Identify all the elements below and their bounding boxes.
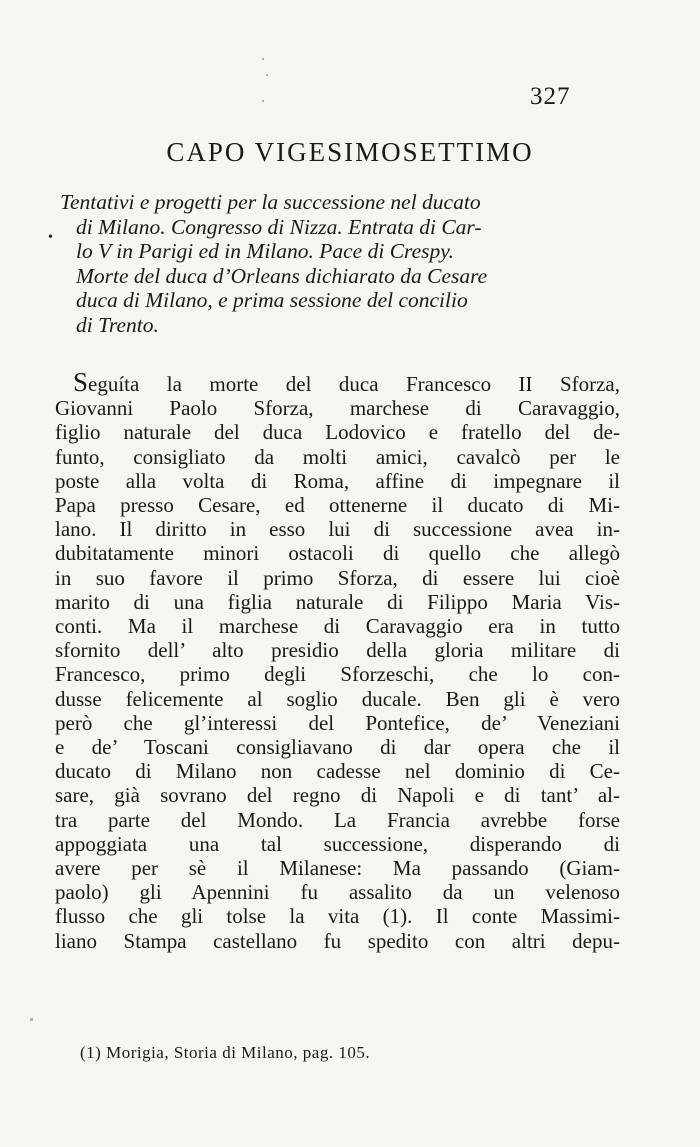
body-line: dubitatamente minori ostacoli di quello che allegò xyxy=(55,541,620,566)
body-line: ducato di Milano non cadesse nel dominio di Ce- xyxy=(55,759,620,784)
speck xyxy=(266,74,268,76)
body-line-text: eguíta la morte del duca Francesco II Sforza, xyxy=(88,372,620,396)
body-line: Papa presso Cesare, ed ottenerne il ducato di Mi- xyxy=(55,493,620,518)
body-paragraph xyxy=(55,367,620,953)
summary-line: Morte del duca d’Orleans dichiarato da Cesare xyxy=(76,263,488,288)
body-line: tra parte del Mondo. La Francia avrebbe forse xyxy=(55,807,620,832)
body-line: Francesco, primo degli Sforzeschi, che lo con- xyxy=(55,662,620,687)
body-line: dusse felicemente al soglio ducale. Ben gli è vero xyxy=(55,686,620,711)
page-number: 327 xyxy=(530,83,571,110)
body-line: poste alla volta di Roma, affine di impegnare il xyxy=(55,468,620,493)
body-line: però che gl’interessi del Pontefice, de’ Veneziani xyxy=(55,710,620,735)
body-line: conti. Ma il marchese di Caravaggio era in tutto xyxy=(55,614,620,639)
body-line: avere per sè il Milanese: Ma passando (Giam- xyxy=(55,856,620,881)
speck xyxy=(262,58,264,60)
summary-line: lo V in Parigi ed in Milano. Pace di Crespy. xyxy=(76,239,455,263)
footnote-separator-mark xyxy=(30,1018,33,1021)
chapter-summary xyxy=(48,190,620,337)
body-line: in suo favore il primo Sforza, di essere lui cioè xyxy=(55,565,620,590)
body-line: figlio naturale del duca Lodovico e fratello del de- xyxy=(55,420,620,445)
drop-cap: S xyxy=(73,367,89,397)
body-line: liano Stampa castellano fu spedito con altri depu- xyxy=(55,928,620,953)
body-line: e de’ Toscani consigliavano di dar opera che il xyxy=(55,735,620,760)
footnote: (1) Morigia, Storia di Milano, pag. 105. xyxy=(80,1043,371,1062)
chapter-title: CAPO VIGESIMOSETTIMO xyxy=(166,137,534,167)
body-line: Giovanni Paolo Sforza, marchese di Caravaggio, xyxy=(55,396,620,421)
summary-line: duca di Milano, e prima sessione del concilio xyxy=(76,288,468,312)
body-line: paolo) gli Apennini fu assalito da un velenoso xyxy=(55,880,620,905)
body-line: sfornito dell’ alto presidio della gloria militare di xyxy=(55,638,620,663)
body-line: appoggiata una tal successione, disperando di xyxy=(55,831,620,856)
body-line: marito di una figlia naturale di Filippo Maria Vis- xyxy=(55,589,620,614)
body-line: lano. Il diritto in esso lui di successione avea in- xyxy=(55,517,620,542)
body-line: flusso che gli tolse la vita (1). Il conte Massimi- xyxy=(55,904,620,929)
summary-line: di Milano. Congresso di Nizza. Entrata di Car- xyxy=(76,214,482,239)
body-line: sare, già sovrano del regno di Napoli e di tant’ al- xyxy=(55,783,620,808)
speck xyxy=(262,100,264,102)
body-line: funto, consigliato da molti amici, cavalcò per le xyxy=(55,444,620,469)
summary-line: Tentativi e progetti per la successione nel ducato xyxy=(60,190,481,214)
summary-line: di Trento. xyxy=(76,312,159,337)
margin-mark: • xyxy=(48,230,53,245)
body-line xyxy=(55,367,620,397)
